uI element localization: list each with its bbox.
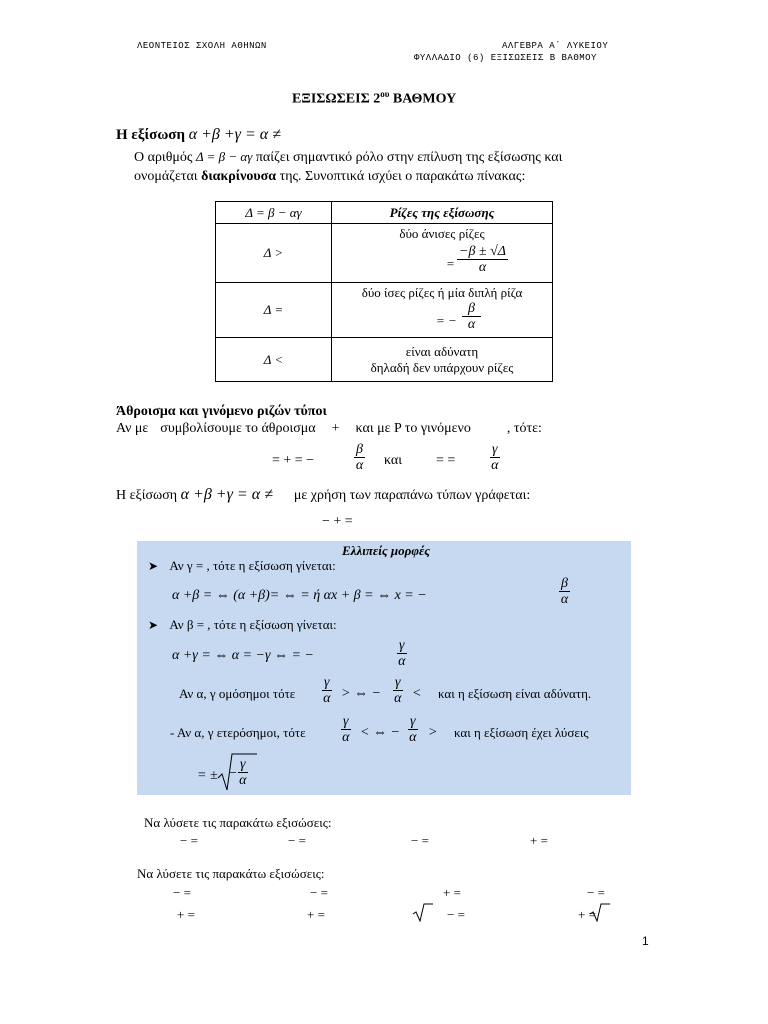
double-root-formula: $\frac{\beta}{\alpha}$ <box>462 301 481 333</box>
exercise-item: + = <box>307 907 325 922</box>
intro-line-1: Ο αριθμός Δ = β − αγ παίζει σημαντικό ρόλο στην επίλυση της εξίσωσης και <box>134 149 563 165</box>
table-desc: δύο άνισες ρίζες <box>399 226 485 241</box>
table-row <box>216 338 553 382</box>
exercise-item: − = <box>411 833 429 848</box>
exercise-item: − = <box>173 885 191 900</box>
case-gamma-formula: α +β = ⇔ (α +β)= ⇔ = ή αx + β = ⇔ x = − <box>172 588 427 603</box>
sum-product-heading: Άθροισμα και γινόμενο ριζών τύποι <box>116 404 327 419</box>
same-sign-text: Αν α, γ ομόσημοι τότε <box>179 686 296 701</box>
exercise-item: − = <box>180 833 198 848</box>
table-row <box>216 224 553 283</box>
table-cond: Δ > <box>216 224 332 283</box>
header-subject: ΑΛΓΕΒΡΑ Α΄ ΛΥΚΕΙΟΥ <box>502 41 609 51</box>
sqrt-icon <box>589 902 611 922</box>
solution-fraction: $\frac{\gamma}{\alpha}$ <box>239 757 247 788</box>
root-formula: $\frac{-\beta \pm √\Delta}{\alpha}$ <box>459 244 507 275</box>
diff-sign-greater: > <box>428 725 438 740</box>
header-sheet: ΦΥΛΛΑΔΙΟ (6) ΕΞΙΣΩΣΕΙΣ Β ΒΑΘΜΟΥ <box>414 53 597 63</box>
equation-restate: Η εξίσωση α +β +γ = α ≠ με χρήση των παραπάνω τύπων γράφεται: <box>116 486 531 503</box>
box-title: Ελλιπείς μορφές <box>342 543 431 558</box>
discriminant-table <box>215 201 553 382</box>
case-gamma-zero: ➤ Αν γ = , τότε η εξίσωση γίνεται: <box>148 558 336 573</box>
diff-sign-text: - Αν α, γ ετερόσημοι, τότε <box>170 725 306 740</box>
same-sign-relation: > ⇔ − <box>341 686 381 701</box>
exercise-item: − = <box>288 833 306 848</box>
sum-product-equation: − + = <box>322 514 353 529</box>
formula-prefix: = <box>446 256 455 271</box>
table-cond: Δ = <box>216 283 332 338</box>
header-school: ΛΕΟΝΤΕΙΟΣ ΣΧΟΛΗ ΑΘΗΝΩΝ <box>137 41 267 51</box>
exercise-item: + = <box>530 833 548 848</box>
diff-sign-fraction-2: $\frac{\gamma}{\alpha}$ <box>409 714 417 745</box>
table-desc: δύο ίσες ρίζες ή μία διπλή ρίζα <box>361 285 523 300</box>
case-gamma-fraction: $\frac{\beta}{\alpha}$ <box>560 576 569 607</box>
and-word: και <box>384 453 403 468</box>
diff-sign-result: και η εξίσωση έχει λύσεις <box>454 725 589 740</box>
incomplete-forms-box <box>137 541 631 795</box>
sum-fraction: $\frac{\beta}{\alpha}$ <box>355 442 364 473</box>
table-cond: Δ < <box>216 338 332 382</box>
product-formula: = = <box>436 453 456 468</box>
diff-sign-relation: < ⇔ − <box>360 725 400 740</box>
exercise-item: + = <box>177 907 195 922</box>
exercises-heading-2: Να λύσετε τις παρακάτω εξισώσεις: <box>137 866 325 881</box>
case-beta-zero: ➤ Αν β = , τότε η εξίσωση γίνεται: <box>148 617 337 632</box>
same-sign-result: και η εξίσωση είναι αδύνατη. <box>438 686 592 701</box>
page-title: ΕΞΙΣΩΣΕΙΣ $2^{o\upsilon}$ ΒΑΘΜΟΥ <box>292 89 457 107</box>
table-row <box>216 283 553 338</box>
same-sign-fraction-1: $\frac{\gamma}{\alpha}$ <box>323 675 331 706</box>
table-desc: είναι αδύνατη <box>405 343 479 359</box>
product-fraction: $\frac{\gamma}{\alpha}$ <box>491 442 499 473</box>
case-beta-formula: α +γ = ⇔ α = −γ ⇔ = − <box>172 648 314 663</box>
sum-product-intro: Αν με συμβολίσουμε το άθροισμα + και με P το γινόμενο , τότε: <box>116 421 542 436</box>
page-number: 1 <box>642 934 649 948</box>
formula-prefix: = − <box>436 313 457 328</box>
equation-heading: Η εξίσωση α +β +γ = α ≠ <box>116 126 281 143</box>
case-beta-fraction: $\frac{\gamma}{\alpha}$ <box>398 638 406 669</box>
exercises-heading-1: Να λύσετε τις παρακάτω εξισώσεις: <box>144 815 332 830</box>
exercise-item: − = <box>310 885 328 900</box>
table-header-discriminant: Δ = β − αγ <box>216 202 332 224</box>
sum-formula: = + = − <box>272 453 315 468</box>
table-desc-2: δηλαδή δεν υπάρχουν ρίζες <box>370 359 514 375</box>
sqrt-icon <box>412 902 434 922</box>
exercise-item: + = <box>443 885 461 900</box>
table-header-roots: Ρίζες της εξίσωσης <box>332 202 553 224</box>
exercise-item: − = <box>447 907 465 922</box>
intro-line-2: ονομάζεται διακρίνουσα της. Συνοπτικά ισχύει ο παρακάτω πίνακας: <box>134 169 526 184</box>
solution-prefix: = ± <box>197 768 218 783</box>
diff-sign-fraction-1: $\frac{\gamma}{\alpha}$ <box>342 714 350 745</box>
solution-minus: − <box>228 766 238 781</box>
exercise-item: + = <box>578 907 596 922</box>
same-sign-fraction-2: $\frac{\gamma}{\alpha}$ <box>394 675 402 706</box>
same-sign-less: < <box>412 686 422 701</box>
exercise-item: − = <box>587 885 605 900</box>
